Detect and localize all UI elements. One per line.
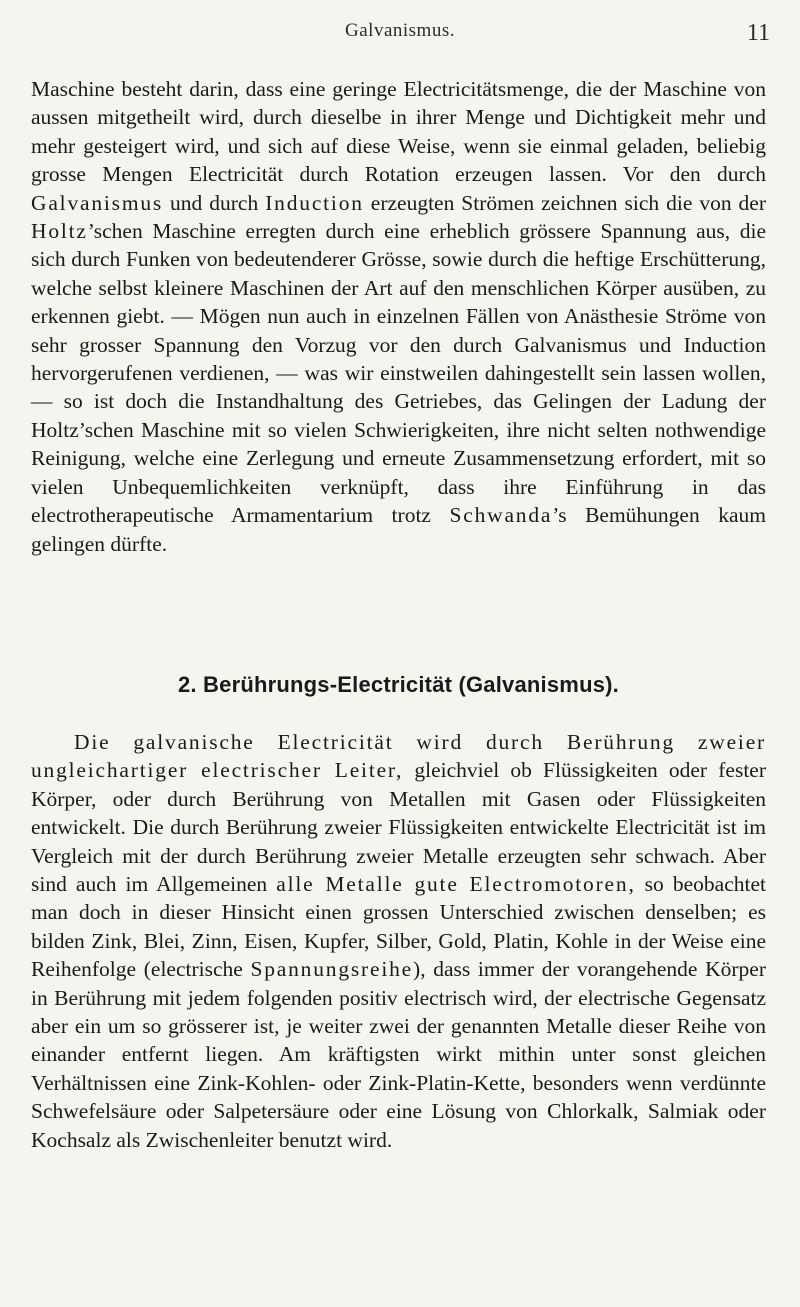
paragraph-holtz-machine bbox=[31, 75, 766, 558]
spaced-phrase-definition: Die galvanische Electricität wird durch Berührung zweier ungleichartiger electrischer Leiter, bbox=[31, 730, 766, 783]
running-head bbox=[0, 20, 800, 50]
text-segment: gleichviel ob Flüssigkeiten oder fester Körper, oder durch Berührung von Metallen mit Gasen oder Flüssigkeiten entwickelt. Die durch Berührung zweier Flüssigkeiten entwickelte Electricität ist im Vergleich mit der durch Berührung zweier Metalle erzeugten sehr schwach. Aber sind auch im Allgemeinen bbox=[31, 758, 767, 897]
text-segment: ), dass immer der vorangehende Körper in Berührung mit jedem folgenden positiv electrisch wird, der electrische Gegensatz aber ein um so grösserer ist, je weiter zwei der genannten Metalle dieser Reihe von einander entfernt liegen. Am kräftigsten wirkt mithin unter sonst gleichen Verhältnissen eine Zink-Kohlen- oder Zink-Platin-Kette, besonders wenn verdünnte Schwefelsäure oder Salpetersäure oder eine Lösung von Chlorkalk, Salmiak oder Kochsalz als Zwischenleiter benutzt wird. bbox=[31, 957, 766, 1152]
text-segment: ’schen Maschine erregten durch eine erheblich grössere Spannung aus, die sich durch Funken von bedeutenderer Grösse, sowie durch die heftige Erschütterung, welche selbst kleinere Maschinen der Art auf den menschlichen Körper ausüben, zu erkennen giebt. — Mögen nun auch in einzelnen Fällen von Anästhesie Ströme von sehr grosser Spannung den Vorzug vor den durch Galvanismus und Induction hervorgerufenen verdienen, — was wir einstweilen dahingestellt sein lassen wollen, — so ist doch die Instandhaltung des Getriebes, das Gelingen der Ladung der Holtz’schen Maschine mit so vielen Schwierigkeiten, ihre nicht selten nothwendige Reinigung, welche eine Zerlegung und erneute Zusammensetzung erfordert, mit so vielen Unbequemlichkeiten verknüpft, dass ihre Einführung in das electrotherapeutische Armamentarium trotz bbox=[31, 219, 766, 528]
paragraph-contact-electricity bbox=[31, 728, 766, 1154]
spaced-term-schwanda: Schwanda bbox=[449, 503, 553, 528]
spaced-phrase-electromotors: alle Metalle gute Electromotoren, bbox=[276, 872, 636, 897]
text-segment: Maschine besteht darin, dass eine geringe Electricitätsmenge, die der Maschine von aussen mitgetheilt wird, durch dieselbe in ihrer Menge und Dichtigkeit mehr und mehr gesteigert wird, und sich auf diese Weise, wenn sie einmal geladen, beliebig grosse Mengen Electricität durch Rotation erzeugen lassen. Vor den durch bbox=[31, 77, 766, 187]
section-heading: 2. Berührungs-Electricität (Galvanismus). bbox=[178, 672, 619, 697]
text-segment: erzeugten Strömen zeichnen sich die von der bbox=[363, 190, 767, 215]
page-number: 11 bbox=[746, 20, 770, 46]
text-segment: ’s Bemühungen kaum gelingen dürfte. bbox=[31, 503, 766, 556]
text-segment: und durch bbox=[163, 190, 266, 215]
running-title: Galvanismus. bbox=[345, 20, 455, 41]
spaced-term-spannungsreihe: Spannungsreihe bbox=[250, 957, 414, 982]
spaced-term-holtz: Holtz bbox=[31, 219, 88, 244]
text-segment: so beobachtet man doch in dieser Hinsicht einen grossen Unterschied zwischen denselben; es bilden Zink, Blei, Zinn, Eisen, Kupfer, Silber, Gold, Platin, Kohle in der Weise eine Reihenfolge (electrische bbox=[31, 872, 766, 982]
spaced-term-galvanismus: Galvanismus bbox=[31, 190, 164, 215]
spaced-term-induction: Induction bbox=[265, 190, 364, 215]
